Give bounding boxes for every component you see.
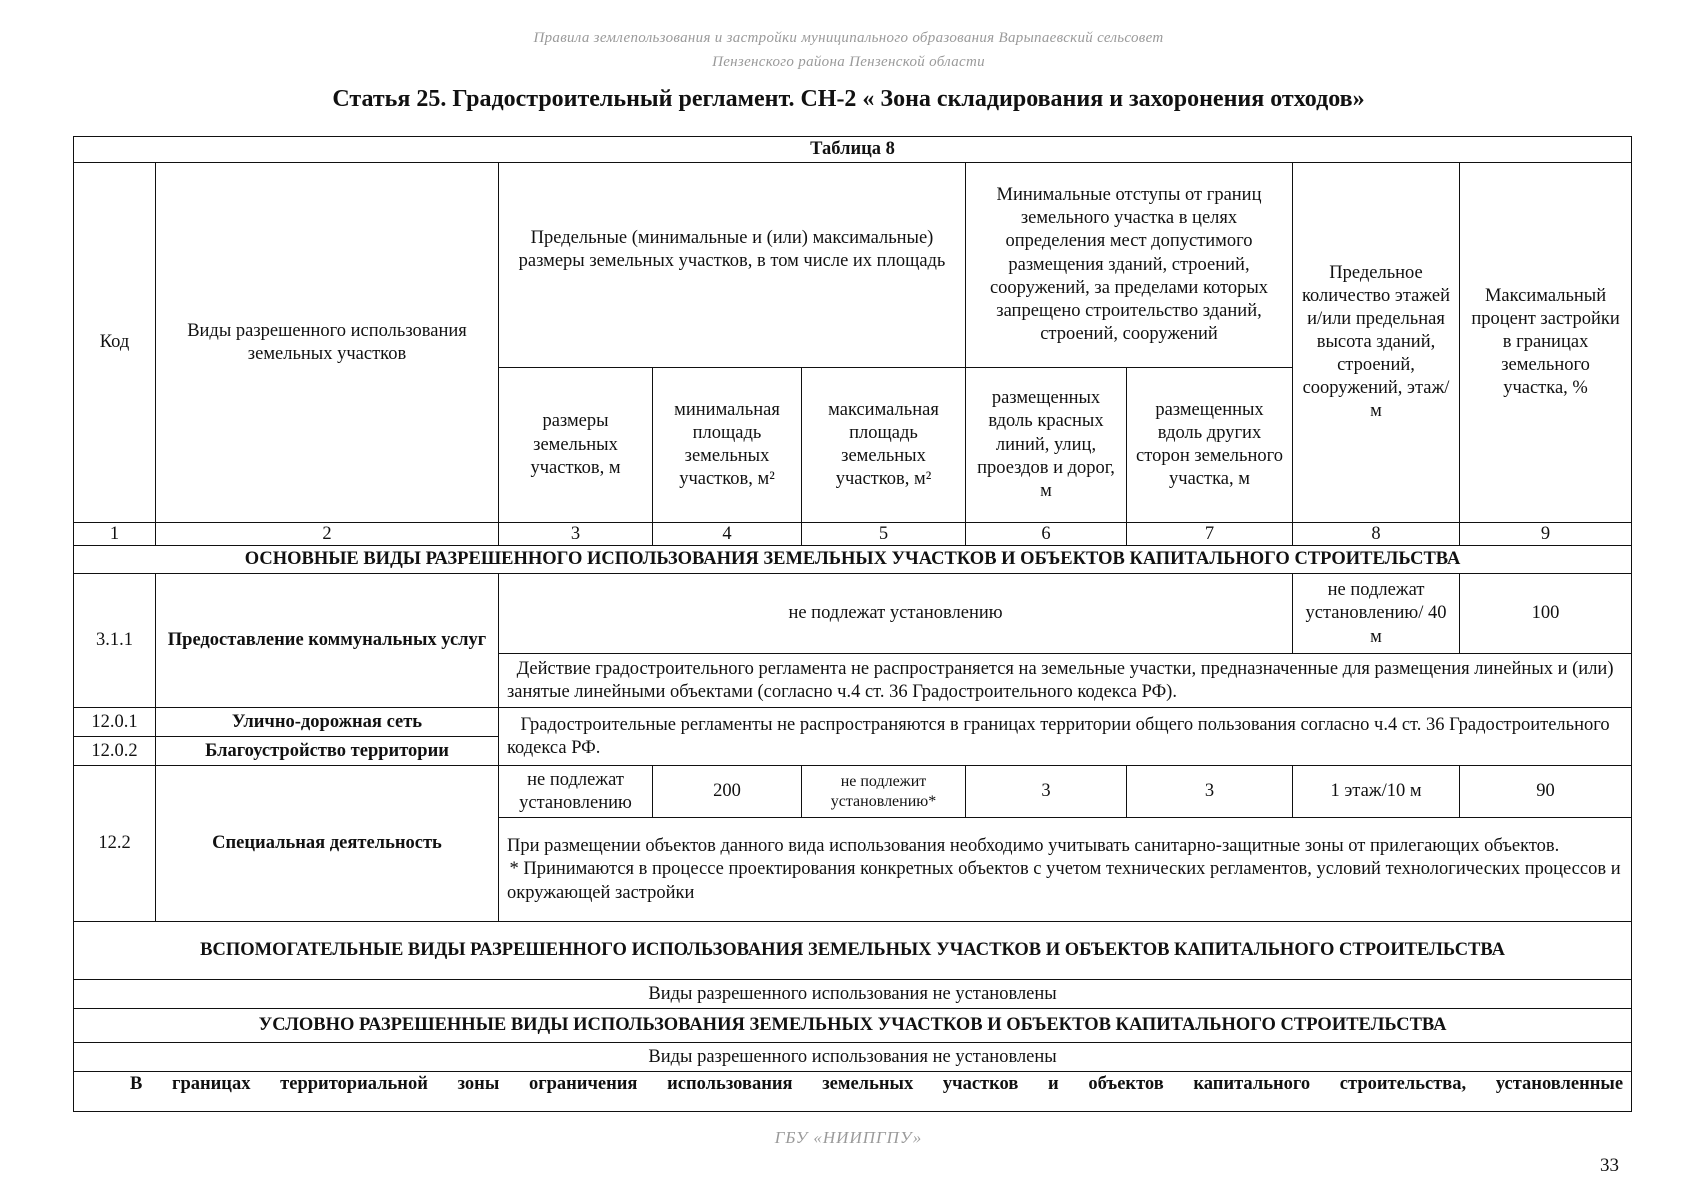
col-header-setbacks-group: Минимальные отступы от границ земельного участка в целях определения мест допустимого размещения зданий, строений, сооружений, за пределами которых запрещено строительство зданий, строений, сооружений <box>966 163 1293 368</box>
row-limits-merged: не подлежат установлению <box>499 574 1293 654</box>
document-header-line-2: Пензенского района Пензенской области <box>712 54 985 70</box>
document-header-line-1: Правила землепользования и застройки муниципального образования Варыпаевский сельсовет <box>533 30 1164 46</box>
col-header-min-area: минимальная площадь земельных участков, м² <box>653 368 802 523</box>
col-header-use: Виды разрешенного использования земельных участков <box>156 163 499 523</box>
col-number-2: 2 <box>156 523 499 546</box>
col-number-6: 6 <box>966 523 1127 546</box>
row-setback-red-lines: 3 <box>966 766 1127 818</box>
col-header-floors: Предельное количество этажей и/или предельная высота зданий, строений, сооружений, этаж/м <box>1293 163 1460 523</box>
document-footer: ГБУ «НИИПГПУ» <box>774 1128 923 1147</box>
row-code: 12.0.2 <box>74 737 156 766</box>
col-header-code: Код <box>74 163 156 523</box>
row-note-2: * Принимаются в процессе проектирования конкретных объектов с учетом технических регламентов, условий технологических процессов и окружающей застройки <box>507 859 1621 903</box>
col-number-8: 8 <box>1293 523 1460 546</box>
row-use-name: Благоустройство территории <box>156 737 499 766</box>
conditional-note: Виды разрешенного использования не установлены <box>74 1043 1632 1072</box>
section-auxiliary-heading: ВСПОМОГАТЕЛЬНЫЕ ВИДЫ РАЗРЕШЕННОГО ИСПОЛЬЗОВАНИЯ ЗЕМЕЛЬНЫХ УЧАСТКОВ И ОБЪЕКТОВ КАПИТАЛЬНОГО СТРОИТЕЛЬСТВА <box>74 922 1632 980</box>
row-note-1: При размещении объектов данного вида использования необходимо учитывать санитарно-защитные зоны от прилегающих объектов. <box>507 836 1560 857</box>
row-note: Действие градостроительного регламента не распространяется на земельные участки, предназначенные для размещения линейных и (или) занятые линейными объектами (согласно ч.4 ст. 36 Градостроительного кодекса РФ). <box>499 654 1632 708</box>
col-header-sizes: размеры земельных участков, м <box>499 368 653 523</box>
auxiliary-note-row <box>74 980 1632 1009</box>
row-min-area: 200 <box>653 766 802 818</box>
restrictions-row <box>74 1072 1632 1112</box>
table-row <box>74 766 1632 818</box>
col-header-max-percent: Максимальный процент застройки в границах земельного участка, % <box>1460 163 1632 523</box>
row-note: Градостроительные регламенты не распространяются в границах территории общего пользования согласно ч.4 ст. 36 Градостроительного кодекса РФ. <box>499 708 1632 766</box>
col-header-limits-group: Предельные (минимальные и (или) максимальные) размеры земельных участков, в том числе их площадь <box>499 163 966 368</box>
row-use-name: Специальная деятельность <box>156 766 499 922</box>
col-number-7: 7 <box>1127 523 1293 546</box>
row-code: 12.2 <box>74 766 156 922</box>
row-max-percent: 100 <box>1460 574 1632 654</box>
row-use-name: Предоставление коммунальных услуг <box>156 574 499 708</box>
row-floors: 1 этаж/10 м <box>1293 766 1460 818</box>
row-use-name: Улично-дорожная сеть <box>156 708 499 737</box>
conditional-note-row <box>74 1043 1632 1072</box>
col-header-along-other-sides: размещенных вдоль других сторон земельного участка, м <box>1127 368 1293 523</box>
auxiliary-note: Виды разрешенного использования не установлены <box>74 980 1632 1009</box>
page-title: Статья 25. Градостроительный регламент. СН-2 « Зона складирования и захоронения отходов» <box>332 86 1365 112</box>
table-label: Таблица 8 <box>74 137 1632 163</box>
col-header-along-red-lines: размещенных вдоль красных линий, улиц, проездов и дорог, м <box>966 368 1127 523</box>
row-setback-other-sides: 3 <box>1127 766 1293 818</box>
row-code: 3.1.1 <box>74 574 156 708</box>
section-conditional-row <box>74 1009 1632 1043</box>
section-main-heading: ОСНОВНЫЕ ВИДЫ РАЗРЕШЕННОГО ИСПОЛЬЗОВАНИЯ ЗЕМЕЛЬНЫХ УЧАСТКОВ И ОБЪЕКТОВ КАПИТАЛЬНОГО СТРОИТЕЛЬСТВА <box>74 546 1632 574</box>
section-conditional-heading: УСЛОВНО РАЗРЕШЕННЫЕ ВИДЫ ИСПОЛЬЗОВАНИЯ ЗЕМЕЛЬНЫХ УЧАСТКОВ И ОБЪЕКТОВ КАПИТАЛЬНОГО СТРОИТЕЛЬСТВА <box>74 1009 1632 1043</box>
col-number-5: 5 <box>802 523 966 546</box>
row-sizes: не подлежат установлению <box>499 766 653 818</box>
header-row-1 <box>74 163 1632 368</box>
section-auxiliary-row <box>74 922 1632 980</box>
section-main-row <box>74 546 1632 574</box>
col-header-max-area: максимальная площадь земельных участков, м² <box>802 368 966 523</box>
col-number-3: 3 <box>499 523 653 546</box>
row-note-block <box>499 818 1632 922</box>
table-label-row <box>74 137 1632 163</box>
col-number-9: 9 <box>1460 523 1632 546</box>
restrictions-text: В границах территориальной зоны ограничения использования земельных участков и объектов капитального строительства, установленные <box>74 1072 1632 1112</box>
col-number-1: 1 <box>74 523 156 546</box>
col-number-4: 4 <box>653 523 802 546</box>
page-number: 33 <box>1600 1155 1619 1176</box>
column-numbers-row <box>74 523 1632 546</box>
row-code: 12.0.1 <box>74 708 156 737</box>
row-max-percent: 90 <box>1460 766 1632 818</box>
table-row <box>74 708 1632 737</box>
table-row <box>74 574 1632 654</box>
row-floors: не подлежат установлению/ 40 м <box>1293 574 1460 654</box>
row-max-area: не подлежит установлению* <box>802 766 966 818</box>
regulation-table <box>73 136 1632 1112</box>
